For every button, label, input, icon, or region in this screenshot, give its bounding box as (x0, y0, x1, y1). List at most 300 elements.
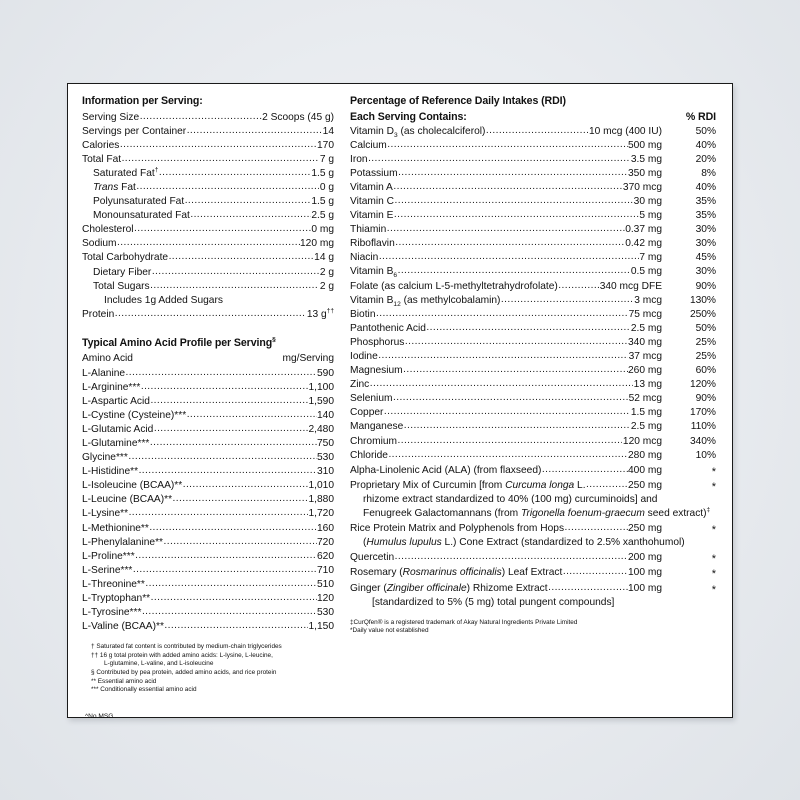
rdi-row-left (350, 551, 662, 565)
rdi-percent: 250% (689, 308, 716, 320)
nutrient-name: Saturated Fat† (93, 166, 159, 179)
rdi-row (350, 308, 718, 322)
nutrient-value: 2 g (319, 266, 334, 278)
rdi-row-left (350, 181, 662, 195)
leader-dots (393, 181, 622, 194)
rdi-row-left (350, 449, 662, 463)
amino-acid-name: L-Isoleucine (BCAA)** (82, 480, 183, 492)
rdi-amount: 2.5 mg (630, 322, 662, 334)
amino-acid-name: L-Leucine (BCAA)** (82, 494, 173, 506)
nutrient-row (82, 223, 334, 237)
amino-acid-name: L-Arginine*** (82, 381, 141, 393)
rdi-row-left (350, 364, 662, 378)
leader-dots (117, 236, 299, 250)
rdi-name: Vitamin C (350, 195, 394, 207)
nutrient-value: 2 Scoops (45 g) (262, 111, 334, 123)
rdi-name: Calcium (350, 139, 387, 151)
footnote-line: ** Essential amino acid (91, 677, 157, 685)
leader-dots (563, 566, 628, 579)
rdi-name: Manganese (350, 421, 404, 433)
rdi-percent: 30% (695, 266, 716, 278)
leader-dots (149, 521, 316, 535)
leader-dots (586, 479, 627, 492)
nutrient-value: 14 (322, 125, 334, 137)
rdi-row (350, 420, 718, 434)
nutrient-value: 0 mg (311, 224, 334, 236)
footnote-line: § Contributed by pea protein, added amino acids, and rice protein (91, 669, 277, 677)
rdi-amount: 260 mg (628, 365, 662, 377)
leader-dots (120, 138, 317, 152)
botanical-row (350, 565, 718, 580)
rdi-percent: 50% (695, 322, 716, 334)
rdi-percent: 40% (695, 139, 716, 151)
nutrient-name: Cholesterol (82, 224, 134, 236)
left-footnotes (82, 643, 334, 695)
botanical-row (350, 550, 718, 565)
amino-acid-row (82, 479, 334, 493)
rdi-name: Vitamin E (350, 210, 394, 222)
leader-dots (152, 265, 320, 279)
rdi-percent: 10% (695, 449, 716, 461)
nutrient-value: 120 mg (300, 238, 334, 250)
botanical-row (350, 581, 718, 596)
rdi-amount: 37 mcg (628, 351, 662, 362)
rdi-row (350, 364, 718, 378)
amino-acid-row (82, 606, 334, 620)
leader-dots (173, 492, 308, 506)
rdi-amount: 200 mg (628, 552, 662, 564)
rdi-amount: 0.5 mg (630, 266, 662, 278)
rice-hops-block (350, 521, 718, 550)
amino-acid-row (82, 367, 334, 381)
rdi-row (350, 463, 718, 478)
nutrient-value: 2.5 g (311, 210, 334, 222)
rdi-row (350, 237, 718, 251)
nutrient-value: 0 g (319, 181, 334, 193)
nutrient-name: Polyunsaturated Fat (93, 196, 185, 208)
amino-acid-row (82, 395, 334, 409)
leader-dots (395, 237, 624, 250)
leader-dots (150, 394, 308, 408)
rdi-amount: 2.5 mg (630, 421, 662, 433)
rdi-amount: 100 mg (628, 582, 662, 594)
curcumin-block (350, 478, 718, 521)
nutrient-name: Protein (82, 308, 115, 320)
nutrient-value: 7 g (319, 153, 334, 165)
amino-acid-name: Glycine*** (82, 452, 128, 464)
rdi-row (350, 406, 718, 420)
rdi-amount: 400 mg (628, 464, 662, 476)
right-column (350, 95, 718, 717)
nutrient-name: Total Carbohydrate (82, 252, 169, 264)
rdi-row (350, 322, 718, 336)
rdi-amount: 120 mcg (622, 435, 662, 447)
amino-acid-row (82, 592, 334, 606)
footnote-line: *Daily value not established (350, 627, 429, 635)
leader-dots (405, 336, 628, 349)
amino-acid-profile-heading-text: Typical Amino Acid Profile per Serving (82, 336, 273, 349)
amino-acid-name: L-Glutamine*** (82, 437, 150, 449)
leader-dots (150, 436, 317, 450)
nutrient-row (82, 153, 334, 167)
amino-acid-value: 1,590 (308, 395, 334, 407)
nutrient-value: 170 (317, 139, 334, 151)
amino-acid-name: L-Aspartic Acid (82, 395, 150, 407)
rdi-rows-list (350, 125, 718, 478)
rice-protein-row (350, 521, 718, 536)
amino-acid-value: 530 (317, 607, 334, 619)
rdi-row-left (350, 420, 662, 434)
amino-acid-name: L-Lysine** (82, 508, 129, 520)
rdi-row-left (350, 378, 662, 392)
nutrient-name: Serving Size (82, 111, 140, 123)
nutrient-row (82, 266, 334, 280)
rdi-row (350, 280, 718, 294)
amino-acid-value: 720 (317, 536, 334, 548)
nutrient-row (82, 125, 334, 139)
rdi-name: Alpha-Linolenic Acid (ALA) (from flaxseed) (350, 464, 542, 476)
rdi-percent: * (711, 480, 716, 493)
rdi-percent: 90% (695, 280, 716, 292)
rdi-name: Proprietary Mix of Curcumin [from Curcuma longa L. (350, 479, 586, 491)
amino-acid-value: 510 (317, 578, 334, 590)
nutrient-value: 14 g (314, 252, 334, 264)
leader-dots (394, 195, 633, 208)
rdi-heading: Percentage of Reference Daily Intakes (RDI) (350, 95, 566, 107)
rdi-percent: 8% (701, 167, 716, 179)
rdi-name: Ginger (Zingiber officinale) Rhizome Extract (350, 582, 548, 594)
amino-acid-rows-list (82, 367, 334, 635)
rdi-name: Riboflavin (350, 238, 395, 250)
rdi-row-left (350, 522, 662, 536)
amino-acid-value: 1,150 (308, 621, 334, 633)
nutrient-row (82, 111, 334, 125)
amino-acid-value: 120 (317, 593, 334, 604)
rdi-row (350, 294, 718, 308)
fenugreek-continuation-line: Fenugreek Galactomannans (from Trigonella foenum-graecum seed extract)‡ (363, 506, 711, 520)
leader-dots (376, 308, 628, 321)
leader-dots (378, 350, 628, 363)
rdi-percent: 110% (690, 421, 716, 433)
rdi-name: Selenium (350, 393, 393, 405)
leader-dots (122, 152, 320, 166)
leader-dots (164, 619, 308, 633)
leader-dots (398, 167, 627, 180)
right-footnotes (350, 619, 718, 636)
leader-dots (398, 265, 631, 278)
rdi-row-left (350, 294, 662, 308)
leader-dots (151, 591, 317, 605)
botanical-name-italic: Trigonella foenum-graecum (520, 508, 645, 520)
vitamin-subscript: 3 (393, 131, 398, 139)
footnote-line: ‡CurQfen® is a registered trademark of Akay Natural Ingredients Private Limited (350, 618, 578, 626)
rdi-percent: 90% (695, 393, 716, 405)
footnote-line: †† 16 g total protein with added amino acids: L-lysine, L-leucine, (91, 651, 273, 659)
amino-acid-value: 1,880 (308, 494, 334, 506)
leader-dots (548, 582, 627, 595)
footnote-line: L-glutamine, L-valine, and L-isoleucine (104, 660, 214, 668)
rdi-name: Rice Protein Matrix and Polyphenols from Hops (350, 523, 565, 535)
footnote-line: † Saturated fat content is contributed by medium-chain triglycerides (91, 643, 282, 651)
rdi-row-left (350, 479, 662, 493)
leader-dots (134, 222, 311, 236)
rdi-row-left (350, 308, 662, 322)
leader-dots (169, 250, 314, 264)
amino-acid-name: L-Threonine** (82, 578, 145, 590)
leader-dots (368, 153, 630, 166)
rdi-amount: 0.37 mg (625, 224, 662, 236)
leader-dots (404, 420, 631, 433)
amino-acid-value: 1,100 (308, 381, 334, 393)
rdi-name: Chloride (350, 449, 388, 461)
leader-dots (141, 380, 308, 394)
rdi-percent: 60% (695, 365, 716, 377)
leader-dots (142, 605, 317, 619)
botanical-name-italic: Humulus lupulus (366, 537, 442, 549)
leader-dots (565, 522, 628, 535)
leader-dots (187, 124, 322, 138)
rdi-row-left (350, 125, 662, 139)
rdi-amount: 13 mg (633, 379, 662, 391)
leader-dots (145, 577, 316, 591)
amino-acid-name: L-Serine*** (82, 564, 133, 576)
nutrient-value: 13 g†† (306, 307, 334, 320)
rdi-name: Copper (350, 407, 384, 419)
ginger-standardization-note: [standardized to 5% (5 mg) total pungent compounds] (372, 596, 615, 608)
rdi-amount: 30 mg (633, 195, 662, 207)
leader-dots (150, 279, 319, 293)
leader-dots (187, 408, 317, 422)
leader-dots (387, 223, 625, 236)
curcumin-row (350, 478, 718, 493)
amino-acid-row (82, 536, 334, 550)
footnote-line: *** Conditionally essential amino acid (91, 686, 197, 694)
rdi-amount: 340 mg (628, 336, 662, 348)
rdi-name: Pantothenic Acid (350, 322, 426, 334)
rdi-percent: * (711, 553, 716, 566)
amino-acid-row (82, 564, 334, 578)
rdi-row-left (350, 195, 662, 209)
amino-acid-name: L-Alanine (82, 367, 126, 379)
rdi-name: Folate (as calcium L-5-methyltetrahydrofolate) (350, 280, 558, 292)
rdi-percent: * (711, 524, 716, 537)
amino-acid-value: 590 (317, 367, 334, 379)
rdi-name: Vitamin A (350, 181, 393, 193)
rdi-percent: 130% (689, 294, 716, 306)
rdi-amount: 3.5 mg (630, 153, 662, 165)
rdi-amount: 500 mg (628, 139, 662, 151)
rdi-row-left (350, 153, 662, 167)
nutrient-row (82, 139, 334, 153)
nutrient-name: Calories (82, 139, 120, 151)
vitamin-subscript: 12 (393, 300, 401, 308)
nutrient-name: Total Fat (82, 153, 122, 165)
leader-dots (387, 139, 627, 152)
leader-dots (486, 125, 589, 138)
rdi-name: Magnesium (350, 365, 403, 377)
nutrient-value: 1.5 g (311, 196, 334, 208)
rdi-row (350, 336, 718, 350)
rdi-row (350, 435, 718, 449)
rdi-amount: 10 mcg (400 IU) (588, 125, 662, 137)
rdi-amount: 7 mg (639, 252, 662, 264)
rdi-row-left (350, 280, 662, 294)
rdi-row-left (350, 251, 662, 265)
rdi-row-left (350, 167, 662, 181)
leader-dots (384, 406, 630, 419)
rdi-percent: 120% (689, 379, 716, 391)
leader-dots (133, 563, 317, 577)
rdi-row (350, 181, 718, 195)
rdi-row-left (350, 265, 662, 279)
leader-dots (139, 464, 317, 478)
nutrient-value: 2 g (319, 280, 334, 292)
rdi-percent: * (711, 568, 716, 581)
rdi-amount: 100 mg (628, 567, 662, 579)
rdi-row (350, 350, 718, 364)
rdi-name: Niacin (350, 252, 379, 264)
leader-dots (185, 194, 311, 208)
information-rows-list (82, 111, 334, 322)
leader-dots (558, 280, 599, 293)
rdi-row-left (350, 237, 662, 251)
rdi-amount: 52 mcg (628, 393, 662, 405)
amino-acid-value: 140 (317, 409, 334, 421)
leader-dots (403, 364, 627, 377)
rdi-row (350, 125, 718, 139)
rdi-amount: 0.42 mg (625, 238, 662, 250)
rdi-percent: 30% (695, 224, 716, 236)
rdi-percent: 170% (689, 407, 716, 419)
rdi-amount: 350 mg (628, 167, 662, 179)
rdi-percent: 45% (695, 252, 716, 264)
amino-acid-value: 710 (317, 564, 334, 576)
rdi-row-left (350, 464, 662, 478)
nutrient-name: Monounsaturated Fat (93, 210, 190, 222)
rdi-percent: 50% (695, 125, 716, 137)
leader-dots (135, 549, 316, 563)
nutrient-row (82, 195, 334, 209)
each-serving-header-row (350, 111, 718, 123)
nutrient-row (82, 181, 334, 195)
leader-dots (136, 180, 319, 194)
amino-heading-footnote-marker: § (272, 336, 276, 344)
leader-dots (154, 422, 308, 436)
botanical-name-italic: Zingiber officinale (386, 582, 467, 594)
amino-acid-row (82, 550, 334, 564)
amino-acid-column-headers (82, 352, 334, 366)
rdi-name: Biotin (350, 308, 376, 320)
rdi-row (350, 392, 718, 406)
amino-acid-value: 1,010 (308, 480, 334, 492)
leader-dots (394, 209, 639, 222)
amino-acid-row (82, 507, 334, 521)
amino-acid-name: L-Cystine (Cysteine)*** (82, 409, 187, 421)
amino-acid-name: L-Histidine** (82, 466, 139, 478)
leader-dots (397, 435, 622, 448)
nutrient-row (82, 251, 334, 265)
amino-acid-value: 750 (317, 437, 334, 449)
rdi-row (350, 195, 718, 209)
rdi-row-left (350, 350, 662, 364)
rdi-row (350, 378, 718, 392)
amino-acid-row (82, 423, 334, 437)
amino-acid-name: L-Methionine** (82, 522, 149, 534)
rdi-percent: * (711, 583, 716, 596)
rdi-name: Chromium (350, 435, 397, 447)
botanical-name-italic: Curcuma longa (505, 479, 575, 491)
nutrient-name: Includes 1g Added Sugars (104, 294, 223, 306)
rdi-row (350, 153, 718, 167)
tail-rows-list (350, 550, 718, 595)
rdi-amount: 370 mcg (622, 181, 662, 193)
rdi-name: Quercetin (350, 552, 395, 564)
nutrient-row (82, 280, 334, 294)
rdi-row (350, 209, 718, 223)
nutrient-name: Dietary Fiber (93, 266, 152, 278)
nutrient-row (82, 308, 334, 322)
leader-dots (388, 449, 627, 462)
rdi-name: Iron (350, 153, 368, 165)
nutrient-value: 1.5 g (311, 167, 334, 179)
pct-rdi-column-header: % RDI (685, 110, 716, 123)
rdi-percent: 340% (689, 435, 716, 447)
rdi-percent: 40% (695, 181, 716, 193)
nutrient-row (82, 209, 334, 223)
information-per-serving-heading: Information per Serving: (82, 95, 203, 107)
nutrient-name-italic: Trans (93, 181, 119, 193)
nutrient-name: Total Sugars (93, 280, 150, 292)
rdi-row-left (350, 209, 662, 223)
rdi-amount: 250 mg (628, 523, 662, 535)
leader-dots (126, 366, 317, 380)
nutrient-name: Sodium (82, 238, 117, 250)
rdi-name: Vitamin $D_3$ (as cholecalciferol) (350, 125, 486, 139)
rdi-row-left (350, 392, 662, 406)
rdi-row (350, 265, 718, 279)
rdi-percent: 25% (695, 351, 716, 362)
leader-dots (164, 535, 317, 549)
leader-dots (395, 551, 628, 564)
rdi-name: Vitamin $B_{12}$ (as methylcobalamin) (350, 294, 501, 308)
leader-dots (370, 378, 633, 391)
rdi-row-left (350, 582, 662, 596)
amino-acid-row (82, 409, 334, 423)
amino-acid-value: 1,720 (308, 508, 334, 520)
rdi-row (350, 167, 718, 181)
rdi-percent: 25% (695, 336, 716, 348)
amino-acid-name: L-Phenylalanine** (82, 536, 163, 548)
rdi-name: Phosphorus (350, 336, 405, 348)
leader-dots (393, 392, 628, 405)
leader-dots (159, 166, 311, 180)
rdi-percent: 20% (695, 153, 716, 165)
rdi-amount: 1.5 mg (630, 407, 662, 419)
rdi-row (350, 139, 718, 153)
amino-acid-row (82, 451, 334, 465)
leader-dots (129, 506, 308, 520)
rdi-percent: 30% (695, 238, 716, 250)
amino-acid-row (82, 465, 334, 479)
nutrient-row (82, 167, 334, 181)
leader-dots (115, 307, 307, 321)
nutrient-row (82, 294, 334, 308)
leader-dots (542, 464, 628, 477)
nutrient-row (82, 237, 334, 251)
rdi-name: Zinc (350, 379, 370, 391)
each-serving-contains-heading: Each Serving Contains: (350, 110, 467, 123)
amino-acid-value-header: mg/Serving (282, 353, 334, 365)
